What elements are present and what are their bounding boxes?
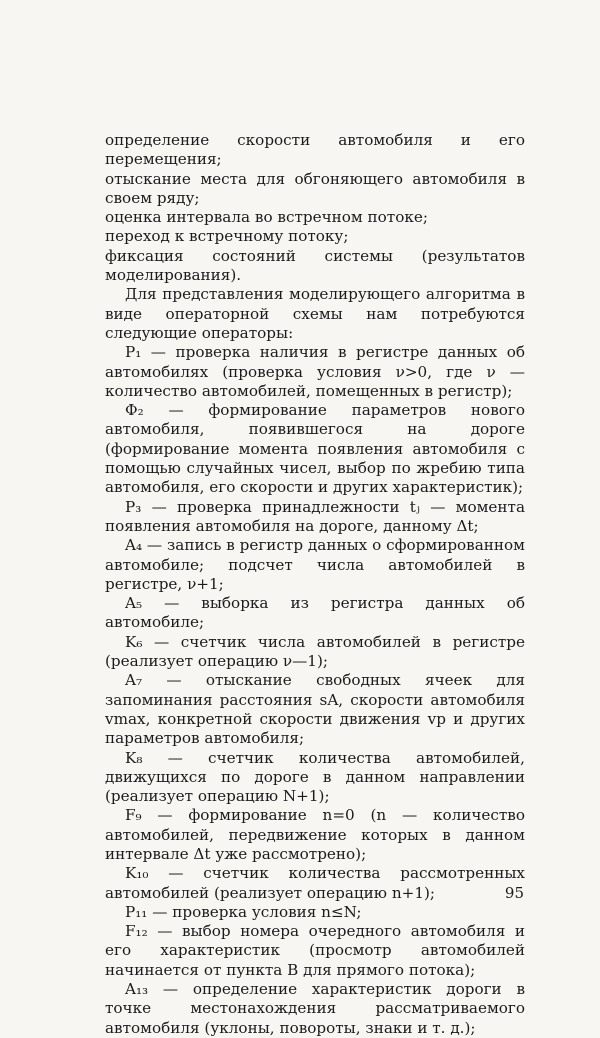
operator-a5: A₅ — выборка из регистра данных об автомобиле; — [105, 594, 525, 632]
operator-p3: P₃ — проверка принадлежности tⱼ — момента появления автомобиля на дороге, данному Δt; — [105, 497, 525, 535]
operator-k6: K₆ — счетчик числа автомобилей в регистре (реализует операцию ν—1); — [105, 632, 525, 671]
operator-f12: F₁₂ — выбор номера очередного автомобиля и его характеристик (просмотр автомобилей начинается от пункта B для прямого потока); — [105, 922, 525, 979]
paragraph-state-fixation: фиксация состояний системы (результатов моделирования). — [105, 246, 525, 285]
operator-a4: A₄ — запись в регистр данных о сформированном автомобиле; подсчет числа автомобилей в регистре, ν+1; — [105, 536, 525, 593]
paragraph-place-search: отыскание места для обгоняющего автомобиля в своем ряду; — [105, 169, 525, 207]
paragraph-oncoming-transition: переход к встречному потоку; — [105, 227, 349, 246]
operator-f9: F₉ — формирование n=0 (n — количество автомобилей, передвижение которых в данном интервале Δt уже рассмотрено); — [105, 806, 525, 863]
page-number: 95 — [504, 884, 524, 902]
operator-k8: K₈ — счетчик количества автомобилей, движущихся по дороге в данном направлении (реализует операцию N+1); — [105, 748, 525, 806]
operator-a7: A₇ — отыскание свободных ячеек для запоминания расстояния sA, скорости автомобиля vmax, конкретной скорости движения vp и других параметров автомобиля; — [105, 671, 525, 748]
body-text — [105, 131, 525, 1038]
operator-p11: P₁₁ — проверка условия n≤N; — [125, 902, 362, 921]
operator-a13: A₁₃ — определение характеристик дороги в точке местонахождения рассматриваемого автомобиля (уклоны, повороты, знаки и т. д.); — [105, 980, 525, 1037]
operator-k10: K₁₀ — счетчик количества рассмотренных автомобилей (реализует операцию n+1); — [105, 864, 525, 902]
paragraph-operator-intro: Для представления моделирующего алгоритма в виде операторной схемы нам потребуются следующие операторы: — [105, 285, 525, 342]
operator-p1: P₁ — проверка наличия в регистре данных об автомобилях (проверка условия ν>0, где ν — количество автомобилей, помещенных в регистр); — [105, 343, 525, 400]
operator-f2: Ф₂ — формирование параметров нового автомобиля, появившегося на дороге (формирование момента появления автомобиля с помощью случайных чисел, выбор по жребию типа автомобиля, его скорости и других характеристик); — [105, 401, 525, 497]
paragraph-interval-estimate: оценка интервала во встречном потоке; — [105, 208, 428, 227]
paragraph-speed-determination: определение скорости автомобиля и его перемещения; — [105, 131, 525, 169]
